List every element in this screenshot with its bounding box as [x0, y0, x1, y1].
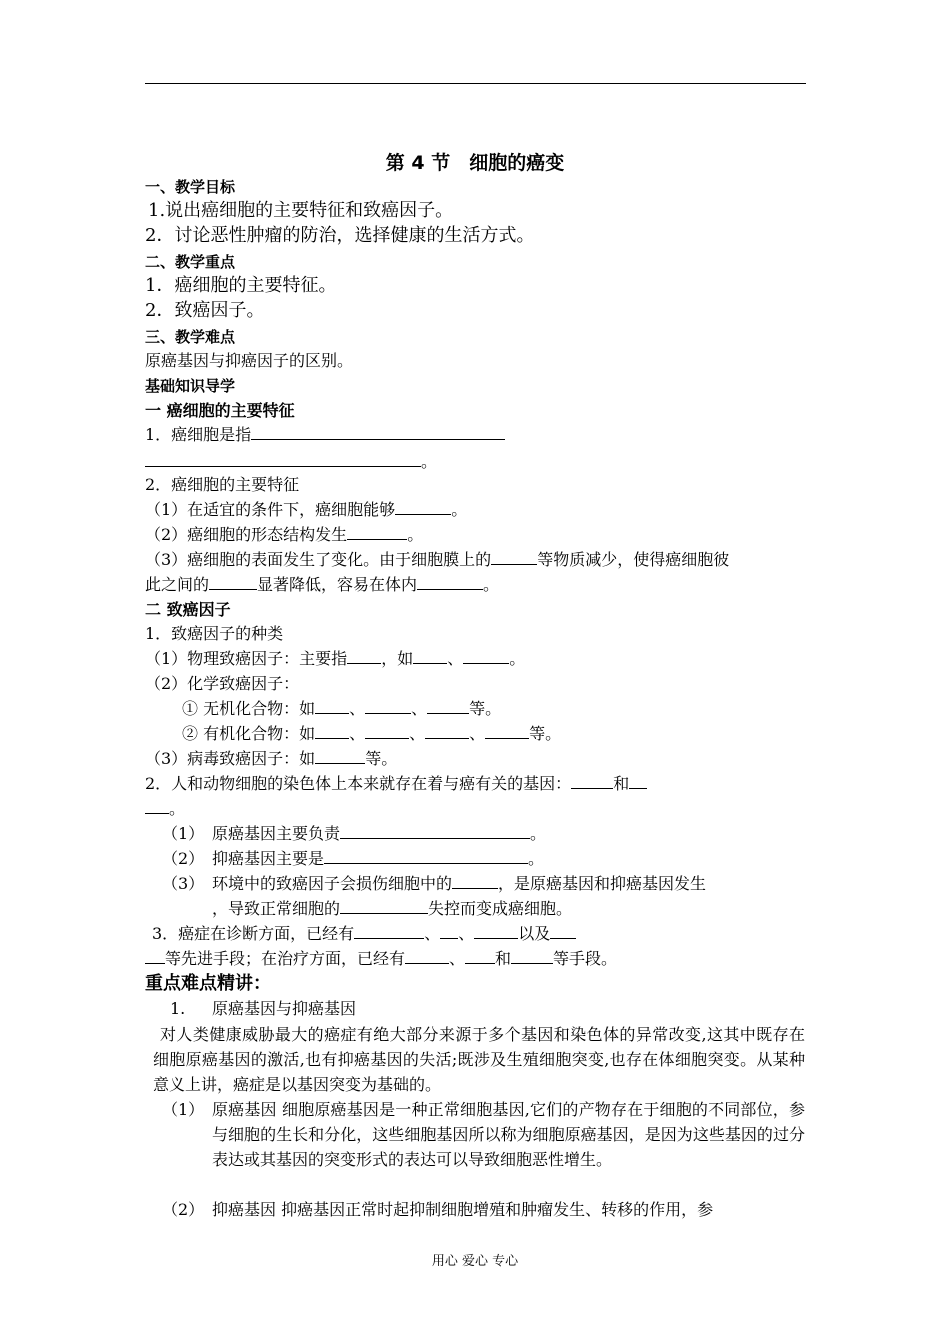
header-rule [145, 83, 806, 84]
answer-blank[interactable] [440, 923, 458, 939]
end: 。 [528, 849, 545, 868]
s2-sub2-text: 抑癌基因主要是 [212, 849, 325, 868]
s2-q1: 1．致癌因子的种类 [145, 624, 284, 643]
s2-q3-text2: 等先进手段；在治疗方面，已经有 [165, 949, 406, 968]
page-footer: 用心 爱心 专心 [431, 1254, 519, 1269]
s2-sub2 [162, 848, 544, 870]
s2-q3 [152, 923, 576, 945]
answer-blank[interactable] [340, 823, 530, 839]
s2-q2-and: 和 [613, 774, 630, 793]
s2-sub3-text3: ，导致正常细胞的 [212, 899, 341, 918]
s2-physical [145, 648, 525, 670]
focus-p2-num: （2） [162, 1200, 205, 1219]
answer-blank[interactable] [452, 873, 498, 889]
answer-blank[interactable] [405, 948, 449, 964]
s2-virus [145, 748, 397, 770]
s1-q1-cont [145, 451, 437, 473]
answer-blank[interactable] [340, 898, 428, 914]
num: （3） [162, 874, 205, 893]
answer-blank[interactable] [145, 451, 421, 467]
s2-q2-end: 。 [169, 799, 186, 818]
answer-blank[interactable] [365, 723, 409, 739]
num: （1） [162, 824, 205, 843]
difficulties-heading: 三、教学难点 [145, 328, 236, 346]
focus-p1-text: 原癌基因 细胞原癌基因是一种正常细胞基因,它们的产物存在于细胞的不同部位，参与细胞的生长和分化，这些细胞基因所以称为细胞原癌基因，是因为这些基因的过分表达或其基因的突变形式的表达可以导致细胞恶性增生。 [212, 1100, 805, 1169]
answer-blank[interactable] [465, 948, 495, 964]
s2-virus-label: （3）病毒致癌因子：如 [145, 749, 316, 768]
answer-blank[interactable] [145, 948, 165, 964]
answer-blank[interactable] [485, 723, 529, 739]
s1-q1-end: 。 [421, 452, 438, 471]
s2-q3-cont [145, 948, 617, 970]
separator: 、 [458, 924, 475, 943]
answer-blank[interactable] [427, 698, 469, 714]
s2-sub1-text: 原癌基因主要负责 [212, 824, 341, 843]
separator: 、 [411, 699, 428, 718]
objective-2: 2．讨论恶性肿瘤的防治，选择健康的生活方式。 [145, 225, 535, 246]
focus-intro: 对人类健康威胁最大的癌症有绝大部分来源于多个基因和染色体的异常改变,这其中既存在细胞原癌基因的激活,也有抑癌基因的失活;既涉及生殖细胞突变,也存在体细胞突变。从某种意义上讲，癌症是以基因突变为基础的。 [153, 1025, 805, 1094]
s2-q3-text: 以及 [518, 924, 551, 943]
s1-q2-1-end: 。 [451, 500, 468, 519]
s1-q2: 2．癌细胞的主要特征 [145, 475, 300, 494]
answer-blank[interactable] [550, 923, 576, 939]
etc: 等。 [469, 699, 502, 718]
s1-q2-2 [145, 524, 423, 546]
s1-q2-1-label: （1）在适宜的条件下，癌细胞能够 [145, 500, 396, 519]
s2-physical-label: （1）物理致癌因子：主要指 [145, 649, 348, 668]
answer-blank[interactable] [511, 948, 553, 964]
answer-blank[interactable] [315, 723, 349, 739]
objective-1: 1.说出癌细胞的主要特征和致癌因子。 [148, 200, 454, 221]
s1-q2-3-text3: 显著降低，容易在体内 [257, 575, 418, 594]
focus-p2-text: 抑癌基因 抑癌基因正常时起抑制细胞增殖和肿瘤发生、转移的作用，参 [212, 1200, 714, 1219]
s1-q2-3-text: 等物质减少，使得癌细胞彼 [537, 550, 730, 569]
key-point-1: 1．癌细胞的主要特征。 [145, 275, 337, 296]
answer-blank[interactable] [491, 549, 537, 565]
focus-heading: 重点难点精讲： [145, 973, 271, 994]
s1-q1 [145, 424, 505, 446]
s2-physical-end: 。 [509, 649, 526, 668]
guide-heading: 基础知识导学 [145, 377, 236, 395]
s2-q3-end: 等手段。 [553, 949, 618, 968]
s1-q2-2-end: 。 [407, 525, 424, 544]
answer-blank[interactable] [395, 499, 451, 515]
s2-inorganic-label: ① 无机化合物：如 [182, 699, 316, 718]
focus-item-title: 原癌基因与抑癌基因 [212, 999, 357, 1018]
section1-heading: 一 癌细胞的主要特征 [145, 401, 295, 420]
s2-physical-text: ，如 [381, 649, 414, 668]
s1-q2-1 [145, 499, 467, 521]
s2-inorganic [182, 698, 501, 720]
answer-blank[interactable] [425, 723, 469, 739]
separator: 、 [409, 724, 426, 743]
answer-blank[interactable] [347, 648, 381, 664]
separator: 、 [349, 699, 366, 718]
difficulties-text: 原癌基因与抑癌因子的区别。 [145, 351, 354, 370]
separator: 、 [349, 724, 366, 743]
s2-sub3-text: 环境中的致癌因子会损伤细胞中的 [212, 874, 453, 893]
end: 。 [530, 824, 547, 843]
key-point-2: 2．致癌因子。 [145, 300, 265, 321]
answer-blank[interactable] [413, 648, 447, 664]
s1-q1-label: 1．癌细胞是指 [145, 425, 252, 444]
num: 1. [170, 999, 186, 1018]
separator: 、 [449, 949, 466, 968]
focus-item-1 [170, 998, 356, 1020]
s2-q3-and: 和 [495, 949, 512, 968]
s1-q2-3 [145, 549, 729, 571]
answer-blank[interactable] [463, 648, 509, 664]
s1-q2-3-label: （3）癌细胞的表面发生了变化。由于细胞膜上的 [145, 550, 492, 569]
etc: 等。 [365, 749, 398, 768]
s1-q2-3-end: 。 [483, 575, 500, 594]
s2-sub3-cont [212, 898, 572, 920]
s2-sub3-text4: 失控而变成癌细胞。 [428, 899, 573, 918]
answer-blank[interactable] [251, 424, 505, 440]
s2-sub3 [162, 873, 706, 895]
s2-q2 [145, 773, 647, 795]
answer-blank[interactable] [417, 574, 483, 590]
section2-heading: 二 致癌因子 [145, 600, 231, 619]
s2-sub1 [162, 823, 546, 845]
key-points-heading: 二、教学重点 [145, 253, 236, 271]
etc: 等。 [529, 724, 562, 743]
answer-blank[interactable] [365, 698, 411, 714]
answer-blank[interactable] [209, 574, 257, 590]
s1-q2-2-label: （2）癌细胞的形态结构发生 [145, 525, 348, 544]
separator: 、 [424, 924, 441, 943]
s1-q2-3-text2: 此之间的 [145, 575, 210, 594]
answer-blank[interactable] [354, 923, 424, 939]
answer-blank[interactable] [347, 524, 407, 540]
focus-p1-num: （1） [162, 1100, 205, 1119]
s2-sub3-text2: ，是原癌基因和抑癌基因发生 [498, 874, 707, 893]
s2-q2-label: 2．人和动物细胞的染色体上本来就存在着与癌有关的基因： [145, 774, 572, 793]
answer-blank[interactable] [571, 773, 613, 789]
s2-q2-cont [145, 798, 185, 820]
s2-chemical: （2）化学致癌因子： [145, 674, 300, 693]
objectives-heading: 一、教学目标 [145, 178, 236, 196]
s2-q3-label: 3．癌症在诊断方面，已经有 [152, 924, 355, 943]
answer-blank[interactable] [145, 798, 169, 814]
answer-blank[interactable] [324, 848, 528, 864]
s2-organic-label: ② 有机化合物：如 [182, 724, 316, 743]
answer-blank[interactable] [629, 773, 647, 789]
separator: 、 [469, 724, 486, 743]
separator: 、 [447, 649, 464, 668]
s2-organic [182, 723, 561, 745]
num: （2） [162, 849, 205, 868]
page-title: 第 4 节 细胞的癌变 [385, 152, 565, 174]
s1-q2-3-cont [145, 574, 499, 596]
answer-blank[interactable] [474, 923, 518, 939]
answer-blank[interactable] [315, 698, 349, 714]
answer-blank[interactable] [315, 748, 365, 764]
